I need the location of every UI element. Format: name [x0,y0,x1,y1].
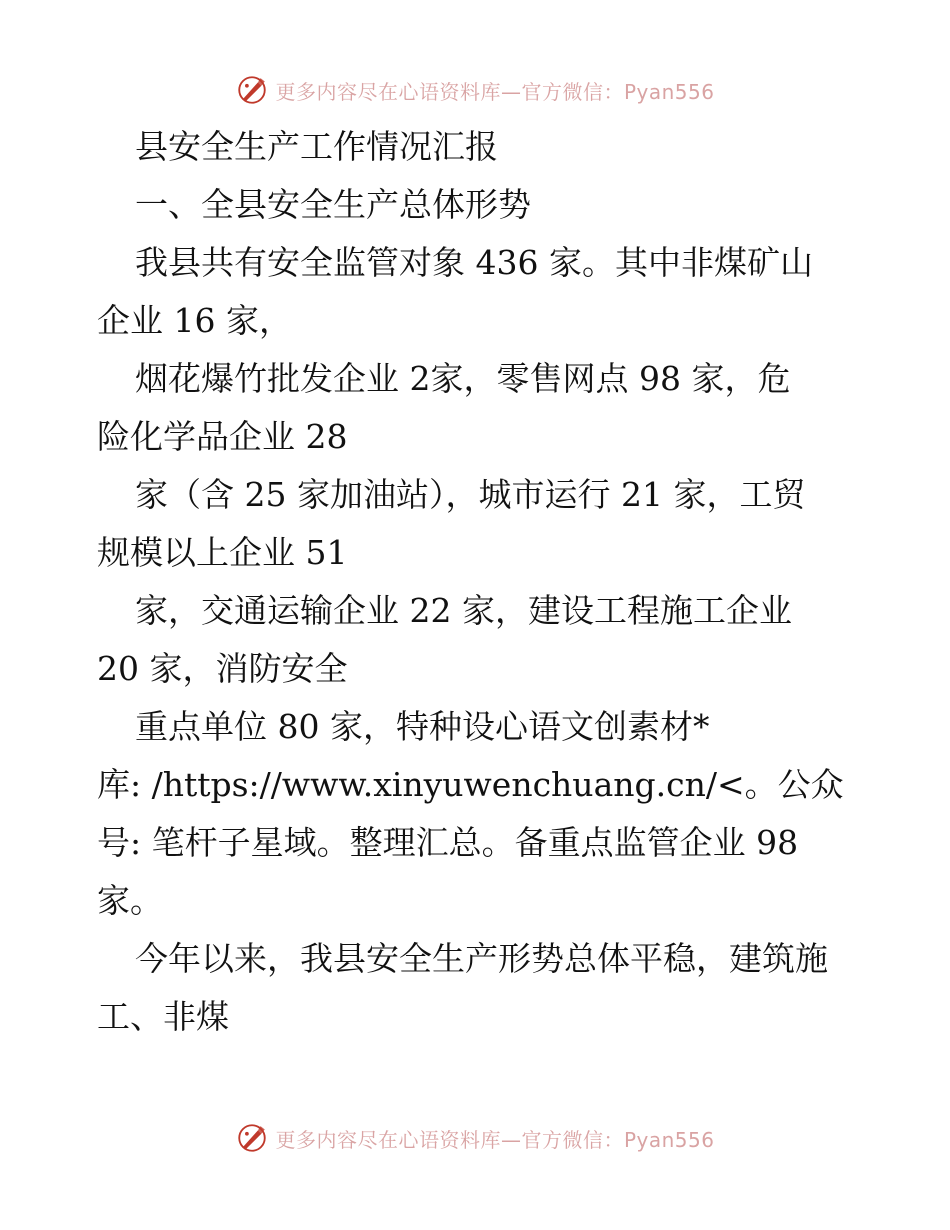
document-body [97,118,857,1046]
pen-logo-icon [235,73,269,107]
pen-logo-icon [235,1121,269,1155]
paragraph-line: 我县共有安全监管对象 436 家。其中非煤矿山 [135,243,813,282]
paragraph-line: 20 家，消防安全 [97,649,348,688]
paragraph-line: 烟花爆竹批发企业 2家，零售网点 98 家，危 [135,359,791,398]
header-banner [0,70,950,110]
paragraph-line: 险化学品企业 28 [97,417,348,456]
paragraph-line: 家，交通运输企业 22 家，建设工程施工企业 [135,591,792,630]
paragraph-line: 号: 笔杆子星域。整理汇总。备重点监管企业 98 [97,823,799,862]
paragraph-line: 今年以来，我县安全生产形势总体平稳，建筑施 [135,939,828,978]
banner-text: 更多内容尽在心语资料库—官方微信：Pyan556 [275,1127,715,1152]
document-title: 县安全生产工作情况汇报 [135,127,498,166]
paragraph-line: 家（含 25 家加油站），城市运行 21 家，工贸 [135,475,806,514]
footer-banner [0,1118,950,1158]
paragraph-line: 库: /https://www.xinyuwenchuang.cn/<。公众 [97,765,844,804]
paragraph-line: 规模以上企业 51 [97,533,348,572]
paragraph-line: 家。 [97,881,163,920]
paragraph-line: 工、非煤 [97,997,229,1036]
paragraph-line: 企业 16 家， [97,301,292,340]
banner-text: 更多内容尽在心语资料库—官方微信：Pyan556 [275,79,715,104]
section-heading: 一、全县安全生产总体形势 [135,185,531,224]
paragraph-line: 重点单位 80 家，特种设心语文创素材* [135,707,710,746]
